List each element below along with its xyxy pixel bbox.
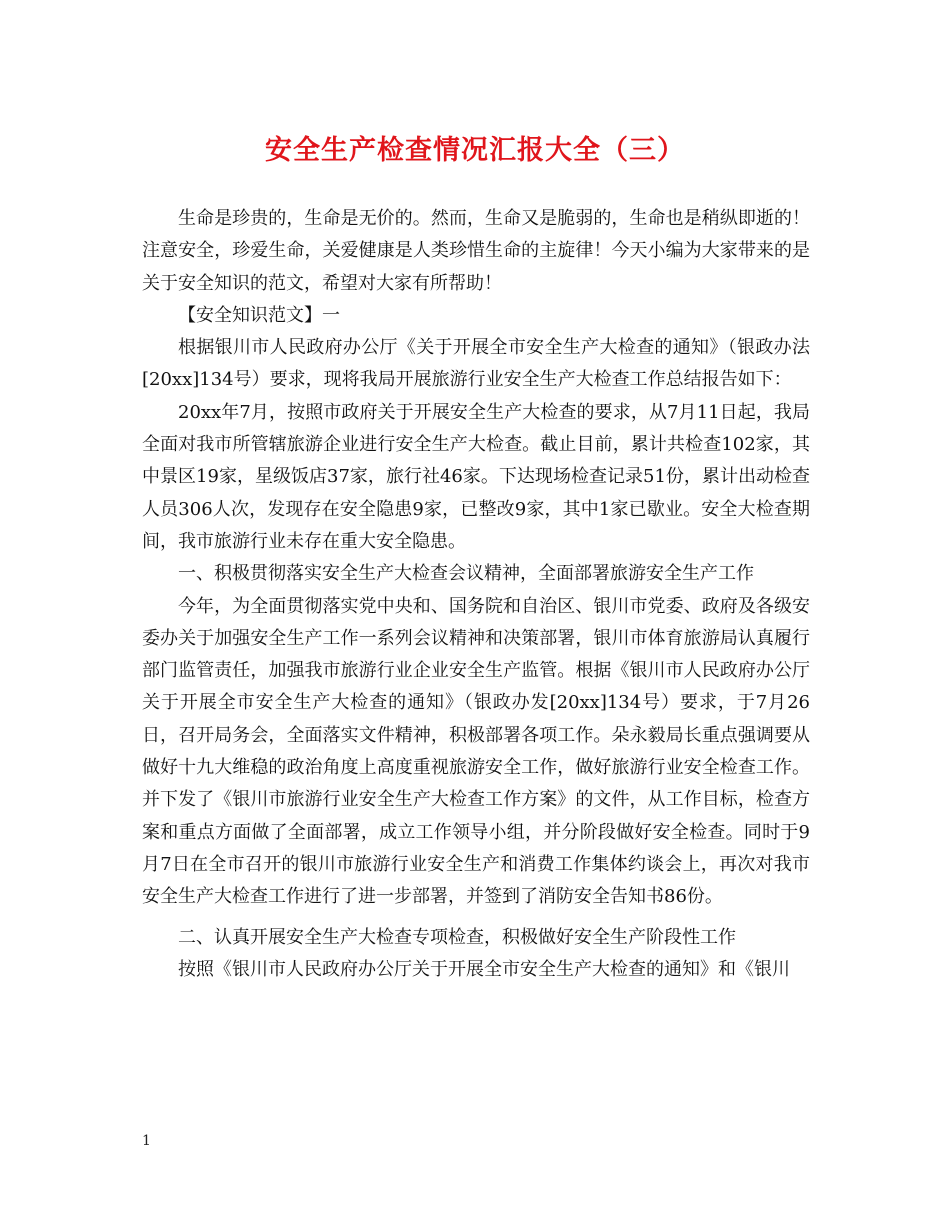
paragraph-section-label: 【安全知识范文】一 [178,304,340,326]
paragraph-part-one: 今年，为全面贯彻落实党中央和、国务院和自治区、银川市党委、政府及各级安委办关于加强安全生产工作一系列会议精神和决策部署，银川市体育旅游局认真履行部门监管责任，加强我市旅游行业企业安全生产监管。根据《银川市人民政府办公厅关于开展全市安全生产大检查的通知》（银政办发[20xx]134号）要求，于7月26日，召开局务会，全面落实文件精神，积极部署各项工作。朵永毅局长重点强调要从做好十九大维稳的政治角度上高度重视旅游安全工作，做好旅游行业安全检查工作。并下发了《银川市旅游行业安全生产大检查工作方案》的文件，从工作目标，检查方案和重点方面做了全面部署，成立工作领导小组，并分阶段做好安全检查。同时于9月7日在全市召开的银川市旅游行业安全生产和消费工作集体约谈会上，再次对我市安全生产大检查工作进行了进一步部署，并签到了消防安全告知书86份。 [142,595,810,908]
heading-part-one: 一、积极贯彻落实安全生产大检查会议精神，全面部署旅游安全生产工作 [178,563,754,585]
paragraph-part-two: 按照《银川市人民政府办公厅关于开展全市安全生产大检查的通知》和《银川 [178,958,790,980]
paragraph-basis: 根据银川市人民政府办公厅《关于开展全市安全生产大检查的通知》（银政办法[20xx]134号）要求，现将我局开展旅游行业安全生产大检查工作总结报告如下： [142,337,810,391]
page-number: 1 [142,1133,151,1149]
heading-part-two: 二、认真开展安全生产大检查专项检查，积极做好安全生产阶段性工作 [178,926,736,948]
paragraph-summary: 20xx年7月，按照市政府关于开展安全生产大检查的要求，从7月11日起，我局全面对我市所管辖旅游企业进行安全生产大检查。截止目前，累计共检查102家，其中景区19家，星级饭店37家，旅行社46家。下达现场检查记录51份，累计出动检查人员306人次，发现存在安全隐患9家，已整改9家，其中1家已歇业。安全大检查期间，我市旅游行业未存在重大安全隐患。 [142,401,810,552]
document-body [142,203,810,986]
paragraph-intro: 生命是珍贵的，生命是无价的。然而，生命又是脆弱的，生命也是稍纵即逝的！注意安全，珍爱生命，关爱健康是人类珍惜生命的主旋律！今天小编为大家带来的是关于安全知识的范文，希望对大家有所帮助！ [142,208,810,294]
document-title: 安全生产检查情况汇报大全（三） [265,135,685,166]
